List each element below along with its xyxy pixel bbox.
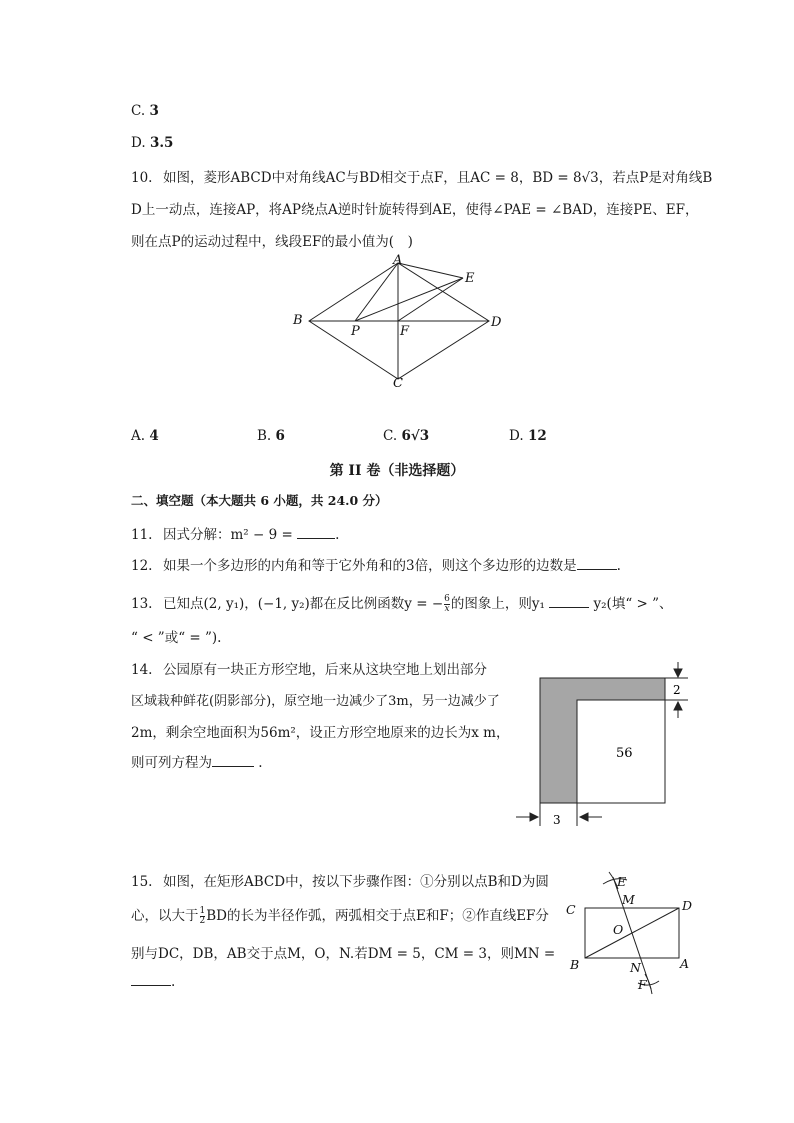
option-value: 3.5 [149,135,174,151]
q15-line1: 15. 如图，在矩形ABCD中，按以下步骤作图：①分别以点B和D为圆 [131,874,549,890]
label-c: C [393,376,403,391]
rectangle-construction-figure [560,862,700,1002]
q14-line4: 则可列方程为 . [131,755,263,771]
q15-line3: 别与DC，DB，AB交于点M，O，N.若DM = 5，CM = 3，则MN = [131,946,556,962]
question-number: 10. [131,170,153,186]
answer-blank[interactable] [297,537,335,539]
q9-option-d [131,135,173,151]
label-p: P [351,324,360,339]
rhombus-figure [285,250,515,395]
answer-blank[interactable] [212,765,254,767]
label-e: E [465,271,475,286]
label-d: D [491,315,502,330]
fraction: $\frac{6}{x}$ [444,594,450,614]
q13-text-c: y₂(填“ > ”、 [593,596,673,612]
question-number: 15. [131,874,153,890]
q10-text-line3: 则在点P的运动过程中，线段EF的最小值为( ) [131,234,413,250]
q10-text-line2: D上一动点，连接AP，将AP绕点A逆时针旋转得到AE，使得∠PAE = ∠BAD，连接PE、EF， [131,202,699,218]
label-b: B [570,957,580,972]
label-a: A [393,253,403,268]
label-o: O [613,922,624,937]
q10-line1 [131,166,712,186]
q13-line1 [131,592,673,614]
q10-option-d: D. 12 [509,428,547,444]
q9-option-c [131,103,159,119]
option-letter: C. [131,103,146,119]
option-value: 3 [149,103,159,119]
label-a: A [680,956,690,971]
label-f: F [400,324,410,339]
q10-text-line1: 如图，菱形ABCD中对角线AC与BD相交于点F，且AC = 8，BD = 8√3，若点P是对角线B [163,170,713,186]
q13-line2: “ < ”或“ = ”). [131,630,222,646]
q12-text: 如果一个多边形的内角和等于它外角和的3倍，则这个多边形的边数是 [163,558,577,574]
top-cut-label: 2 [673,683,681,697]
q12: 12. 如果一个多边形的内角和等于它外角和的3倍，则这个多边形的边数是 . [131,558,621,574]
q14-line3: 2m，剩余空地面积为56m²，设正方形空地原来的边长为x m， [131,725,510,741]
question-number: 12. [131,558,153,574]
question-number: 14. [131,662,153,678]
q11-text: 因式分解：m² − 9 = [163,527,293,543]
label-m: M [622,892,635,907]
q10-option-a: A. 4 [131,428,159,444]
q10-option-b: B. 6 [257,428,285,444]
left-cut-label: 3 [553,813,561,827]
q14-line1: 14. 公园原有一块正方形空地，后来从这块空地上划出部分 [131,662,487,678]
q14-line2: 区域栽种鲜花(阴影部分)，原空地一边减少了3m，另一边减少了 [131,694,500,709]
label-e: E [617,874,627,889]
option-letter: D. [131,135,146,151]
label-d: D [682,898,693,913]
area-label: 56 [616,746,633,761]
q15-line2: 心，以大于 $\frac{1}{2}$ BD的长为半径作弧，两弧相交于点E和F；②作直线EF分 [131,906,549,926]
label-b: B [293,313,303,328]
answer-blank[interactable] [549,606,589,608]
answer-blank[interactable] [577,568,617,570]
q11: 11. 因式分解：m² − 9 = . [131,527,340,543]
q13-text-b: 的图象上，则y₁ [450,596,545,612]
q15-line4: . [131,974,175,990]
square-garden-figure [512,660,712,830]
q10-option-c: C. 6√3 [383,428,430,444]
section-title: 第 II 卷（非选择题） [329,463,465,479]
question-number: 11. [131,527,153,543]
section-heading: 二、填空题（本大题共 6 小题，共 24.0 分） [131,493,388,508]
answer-blank[interactable] [131,984,171,986]
label-c: C [566,902,576,917]
label-f: F [638,977,647,992]
fraction-half: $\frac{1}{2}$ [199,906,206,926]
q13-text-a: 已知点(2, y₁)，(−1, y₂)都在反比例函数y = − [163,596,444,612]
label-n: N [630,960,641,975]
question-number: 13. [131,596,153,612]
